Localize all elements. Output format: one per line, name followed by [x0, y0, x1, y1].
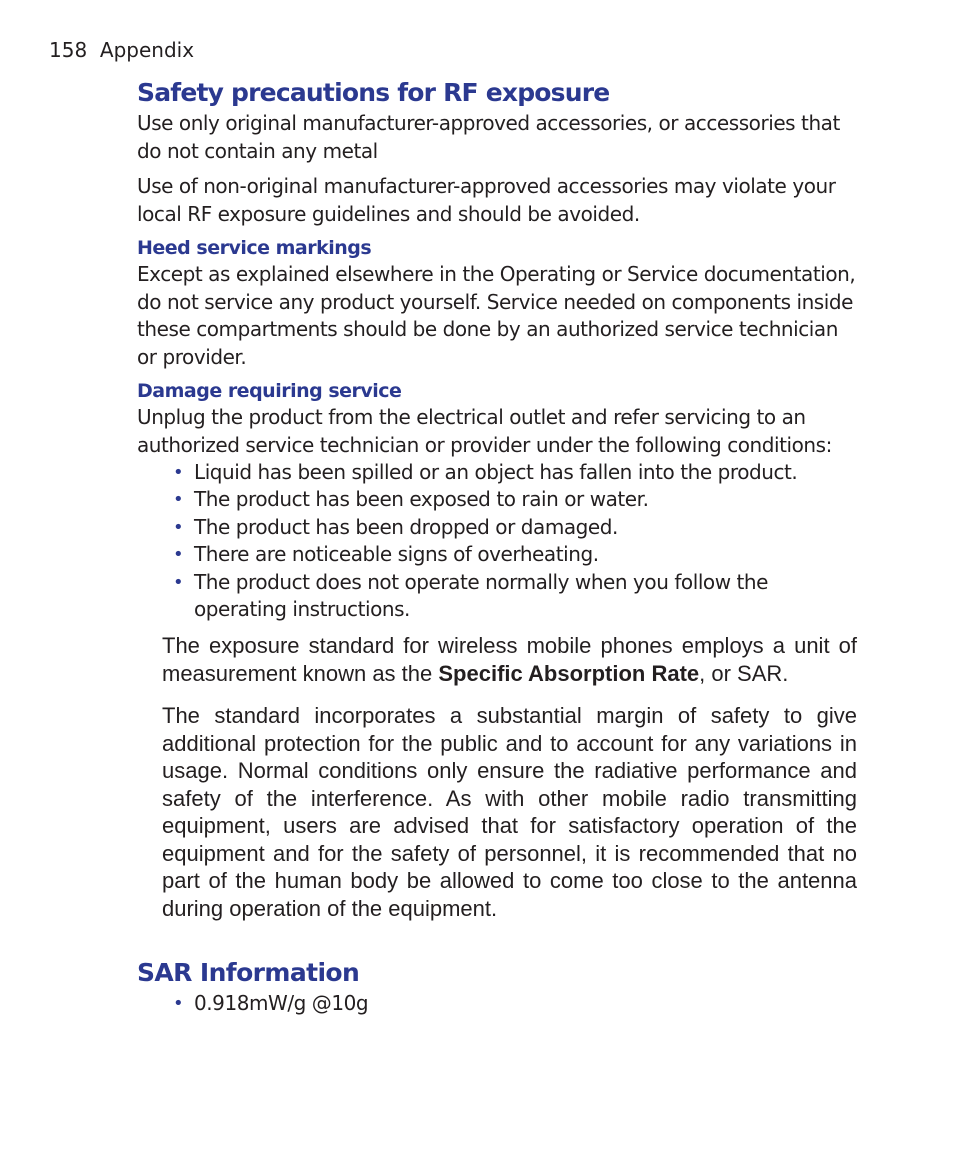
sar-term: Specific Absorption Rate: [438, 660, 700, 686]
rf-paragraph-2: Use of non-original manufacturer-approved accessories may violate your local RF exposure guidelines and should be avoided.: [137, 174, 836, 226]
sar-information-heading: SAR Information: [137, 958, 360, 988]
exposure-paragraph-2: The standard incorporates a substantial margin of safety to give additional protection for the public and to account for any variations in usage. Normal conditions only ensure the radiative performance and safety of the interference. As with other mobile radio transmitting equipment, users are advised that for satisfactory operation of the equipment and for the safety of personnel, it is recommended that no part of the human body be allowed to come too close to the antenna during operation of the equipment.: [162, 703, 857, 921]
page-content: [137, 76, 859, 1018]
page-number: 158: [49, 38, 88, 62]
running-head: [49, 37, 194, 63]
bullet-icon: •: [173, 571, 184, 593]
list-item: • The product does not operate normally when you follow the operating instructions.: [173, 569, 768, 622]
rf-exposure-heading: Safety precautions for RF exposure: [137, 78, 610, 107]
damage-intro: Unplug the product from the electrical outlet and refer servicing to an authorized service technician or provider under the following conditions:: [137, 405, 832, 457]
list-item: • Liquid has been spilled or an object has fallen into the product.: [137, 459, 859, 486]
heed-service-heading: Heed service markings: [137, 237, 372, 259]
heed-service-text: Except as explained elsewhere in the Operating or Service documentation, do not service any product yourself. Service needed on components inside these compartments should be done by an authorized service technician or provider.: [137, 262, 856, 369]
rf-paragraph-1: Use only original manufacturer-approved accessories, or accessories that do not contain any metal: [137, 111, 840, 163]
sar-values-list: [137, 990, 859, 1017]
list-item: • The product has been dropped or damaged.: [137, 514, 859, 541]
exposure-standard-block: [162, 632, 857, 922]
bullet-icon: •: [173, 462, 184, 483]
list-item: • 0.918mW/g @10g: [137, 990, 859, 1017]
bullet-icon: •: [173, 489, 184, 511]
damage-service-heading: Damage requiring service: [137, 380, 402, 402]
bullet-icon: •: [173, 516, 184, 538]
bullet-icon: •: [173, 544, 184, 566]
exposure-paragraph-1: The exposure standard for wireless mobile phones employs a unit of measurement known as the Specific Absorption Rate, or SAR.: [162, 633, 857, 686]
running-title: Appendix: [99, 38, 195, 62]
damage-conditions-list: [137, 459, 859, 623]
list-item: • There are noticeable signs of overheating.: [137, 541, 859, 568]
list-item: • The product has been exposed to rain or water.: [137, 486, 859, 513]
bullet-icon: •: [173, 993, 184, 1015]
